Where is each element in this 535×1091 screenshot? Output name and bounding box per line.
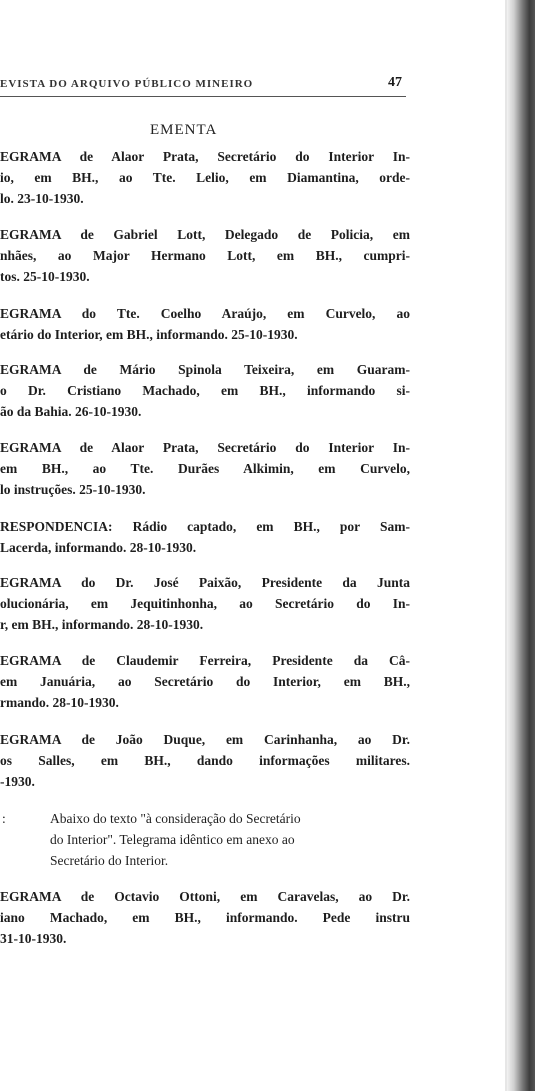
entry-line: rmando. 28-10-1930. — [0, 695, 119, 710]
entry-line: lo instruções. 25-10-1930. — [0, 482, 146, 497]
note-text — [50, 808, 402, 871]
entry-line: 31-10-1930. — [0, 931, 67, 946]
entry-line: EGRAMA do Dr. José Paixão, Presidente da Junta — [0, 575, 410, 590]
entry-6 — [0, 516, 410, 558]
entry-line: EGRAMA de Alaor Prata, Secretário do Interior In- — [0, 440, 410, 455]
book-binding-shadow — [507, 0, 535, 1091]
note-line: Secretário do Interior. — [50, 853, 169, 868]
note-marker: : — [2, 811, 6, 826]
entry-line: EGRAMA de Claudemir Ferreira, Presidente da Câ- — [0, 653, 410, 668]
entry-line: nhães, ao Major Hermano Lott, em BH., cumpri- — [0, 248, 410, 263]
entry-3 — [0, 303, 410, 345]
entry-line: Lacerda, informando. 28-10-1930. — [0, 540, 197, 555]
entry-line: EGRAMA de Octavio Ottoni, em Caravelas, ao Dr. — [0, 889, 410, 904]
entry-8 — [0, 650, 410, 713]
entry-7 — [0, 572, 410, 635]
note-line: Abaixo do texto "à consideração do Secretário — [50, 811, 301, 826]
entry-line: EGRAMA do Tte. Coelho Araújo, em Curvelo, ao — [0, 306, 410, 321]
entry-line: etário do Interior, em BH., informando. 25-10-1930. — [0, 327, 298, 342]
entry-line: olucionária, em Jequitinhonha, ao Secretário do In- — [0, 596, 410, 611]
entry-line: tos. 25-10-1930. — [0, 269, 90, 284]
entry-2 — [0, 224, 410, 287]
entry-line: EGRAMA de Mário Spinola Teixeira, em Guaram- — [0, 362, 410, 377]
entry-line: EGRAMA de Alaor Prata, Secretário do Interior In- — [0, 149, 410, 164]
entry-10 — [0, 886, 410, 949]
entry-line: EGRAMA de Gabriel Lott, Delegado de Policia, em — [0, 227, 410, 242]
entry-line: ão da Bahia. 26-10-1930. — [0, 404, 142, 419]
entry-line: RESPONDENCIA: Rádio captado, em BH., por Sam- — [0, 519, 410, 534]
note-line: do Interior". Telegrama idêntico em anexo ao — [50, 832, 295, 847]
entry-line: io, em BH., ao Tte. Lelio, em Diamantina, orde- — [0, 170, 410, 185]
section-title: EMENTA — [150, 122, 218, 138]
entry-line: lo. 23-10-1930. — [0, 191, 84, 206]
entry-line: -1930. — [0, 774, 35, 789]
entry-5 — [0, 437, 410, 500]
entry-line: os Salles, em BH., dando informações militares. — [0, 753, 410, 768]
entry-line: r, em BH., informando. 28-10-1930. — [0, 617, 204, 632]
entry-line: o Dr. Cristiano Machado, em BH., informando si- — [0, 383, 410, 398]
entry-1 — [0, 146, 410, 209]
entry-9 — [0, 729, 410, 792]
entry-4 — [0, 359, 410, 422]
page-number: 47 — [388, 75, 402, 90]
entry-line: em Januária, ao Secretário do Interior, em BH., — [0, 674, 410, 689]
entry-line: iano Machado, em BH., informando. Pede instru — [0, 910, 410, 925]
running-header — [0, 75, 406, 97]
entry-line: EGRAMA de João Duque, em Carinhanha, ao Dr. — [0, 732, 410, 747]
entry-line: em BH., ao Tte. Durães Alkimin, em Curvelo, — [0, 461, 410, 476]
journal-title: EVISTA DO ARQUIVO PÚBLICO MINEIRO — [0, 78, 254, 90]
